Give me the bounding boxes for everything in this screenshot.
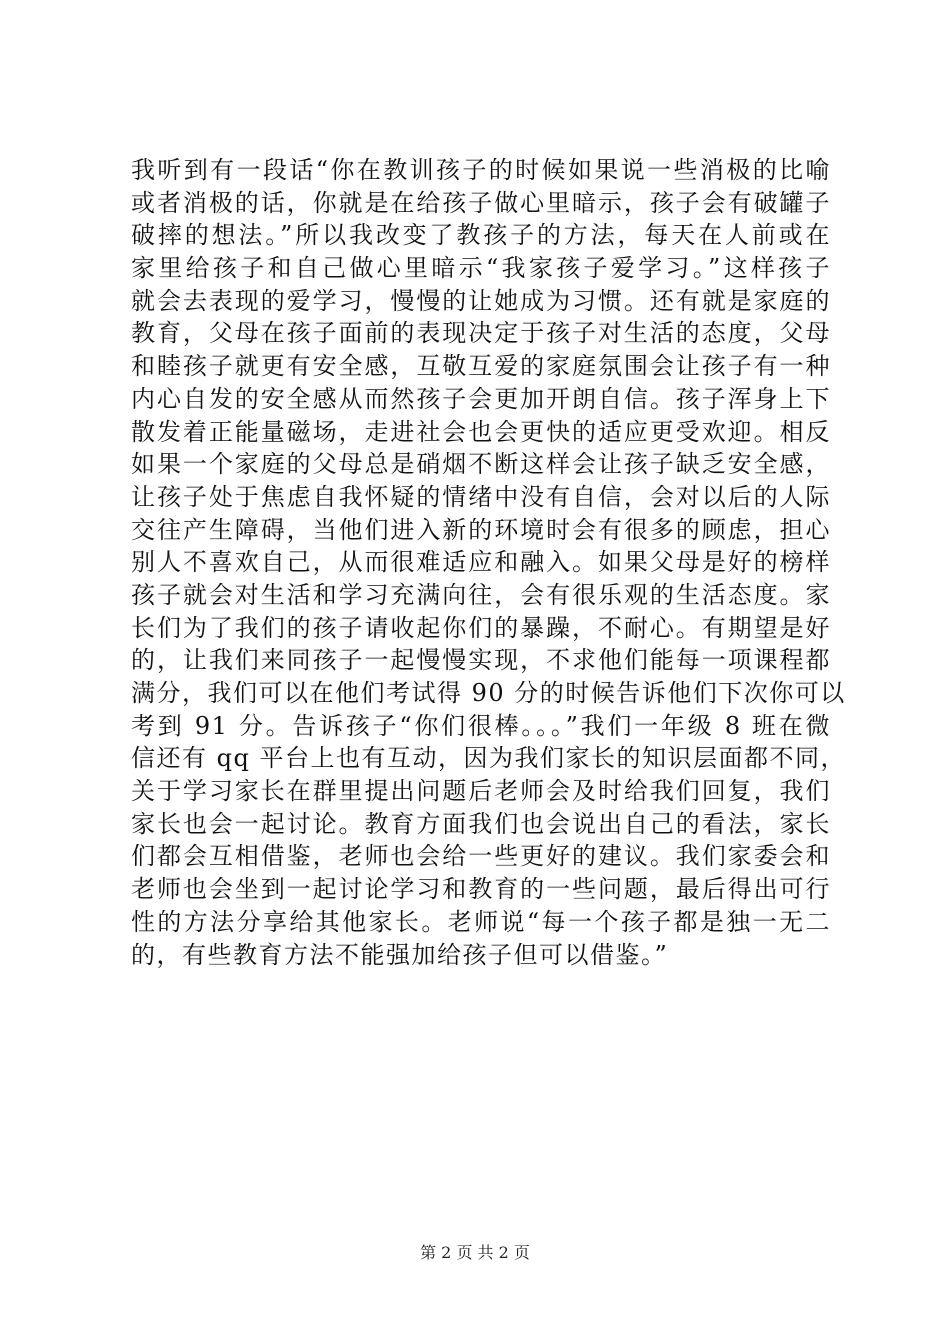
text-line: 老师也会坐到一起讨论学习和教育的一些问题，最后得出可行 [131,875,831,904]
page-number-footer: 第 2 页 共 2 页 [420,1243,530,1262]
text-line: 别人不喜欢自己，从而很难适应和融入。如果父母是好的榜样 [131,548,831,577]
text-line: 交往产生障碍，当他们进入新的环境时会有很多的顾虑，担心 [131,515,831,544]
text-line: 们都会互相借鉴，老师也会给一些更好的建议。我们家委会和 [131,842,831,871]
text-line: 家里给孩子和自己做心里暗示“我家孩子爱学习。”这样孩子 [131,254,831,283]
text-line: 我听到有一段话“你在教训孩子的时候如果说一些消极的比喻 [131,156,831,184]
text-line: 或者消极的话，你就是在给孩子做心里暗示，孩子会有破罐子 [131,188,831,217]
text-line: 和睦孩子就更有安全感，互敬互爱的家庭氛围会让孩子有一种 [131,352,831,381]
text-line: 破摔的想法。”所以我改变了教孩子的方法，每天在人前或在 [131,221,831,250]
text-line: 如果一个家庭的父母总是硝烟不断这样会让孩子缺乏安全感， [131,450,831,479]
text-line: 信还有 qq 平台上也有互动，因为我们家长的知识层面都不同， [131,744,846,773]
body-paragraph [131,154,846,971]
text-line: 的，让我们来同孩子一起慢慢实现，不求他们能每一项课程都 [131,646,831,675]
text-line: 孩子就会对生活和学习充满向往，会有很乐观的生活态度。家 [131,580,831,609]
text-line: 让孩子处于焦虑自我怀疑的情绪中没有自信，会对以后的人际 [131,482,831,511]
text-line: 散发着正能量磁场，走进社会也会更快的适应更受欢迎。相反 [131,417,831,446]
text-line: 考到 91 分。告诉孩子“你们很棒。。。”我们一年级 8 班在微 [131,711,831,740]
text-line: 性的方法分享给其他家长。老师说“每一个孩子都是独一无二 [131,907,831,936]
text-line-last: 的，有些教育方法不能强加给孩子但可以借鉴。” [131,940,669,969]
text-line: 长们为了我们的孩子请收起你们的暴躁，不耐心。有期望是好 [131,613,831,642]
text-line: 家长也会一起讨论。教育方面我们也会说出自己的看法，家长 [131,809,831,838]
text-line: 内心自发的安全感从而然孩子会更加开朗自信。孩子浑身上下 [131,384,831,413]
text-line: 就会去表现的爱学习，慢慢的让她成为习惯。还有就是家庭的 [131,286,831,315]
text-line: 满分，我们可以在他们考试得 90 分的时候告诉他们下次你可以 [131,679,846,707]
text-line: 教育，父母在孩子面前的表现决定于孩子对生活的态度，父母 [131,319,831,348]
text-line: 关于学习家长在群里提出问题后老师会及时给我们回复，我们 [131,777,831,806]
